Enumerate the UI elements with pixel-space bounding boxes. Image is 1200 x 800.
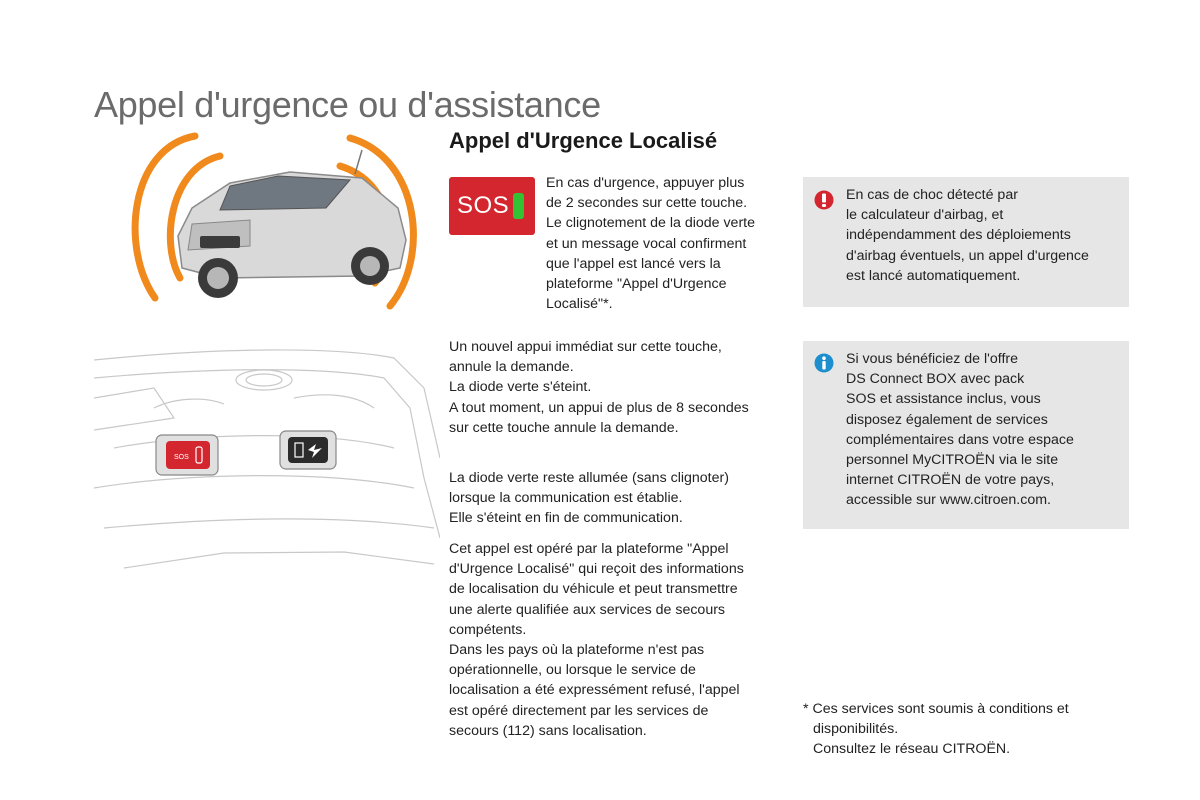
text-line: internet CITROËN de votre pays, <box>846 472 1055 489</box>
info-box <box>803 341 1129 529</box>
paragraph-platform <box>449 539 789 741</box>
footnote-line: Consultez le réseau CITROËN. <box>813 741 1011 758</box>
warning-box <box>803 177 1129 307</box>
signal-wave-left-outer <box>135 136 195 298</box>
text-line: En cas de choc détecté par <box>846 187 1018 203</box>
text-line: Dans les pays où la plateforme n'est pas <box>449 642 705 659</box>
text-line: secours (112) sans localisation. <box>449 722 647 739</box>
text-line: La diode verte reste allumée (sans clignoter) <box>449 470 729 486</box>
text-line: indépendamment des déploiements <box>846 227 1071 244</box>
text-line: que l'appel est lancé vers la <box>546 255 721 272</box>
text-line: complémentaires dans votre espace <box>846 431 1074 448</box>
text-line: lorsque la communication est établie. <box>449 490 683 507</box>
console-illustration <box>94 338 440 578</box>
text-line: est lancé automatiquement. <box>846 267 1021 284</box>
text-line: Elle s'éteint en fin de communication. <box>449 510 683 527</box>
text-line: une alerte qualifiée aux services de secours <box>449 601 726 618</box>
panel-assistance-button-icon <box>280 431 336 469</box>
footnote <box>803 699 1123 760</box>
info-icon <box>814 353 834 373</box>
text-line: DS Connect BOX avec pack <box>846 371 1025 388</box>
svg-text:SOS: SOS <box>174 454 189 461</box>
text-line: sur cette touche annule la demande. <box>449 419 679 436</box>
warning-icon <box>814 190 834 210</box>
warning-text <box>846 185 1124 286</box>
car-illustration <box>100 128 430 310</box>
text-line: Cet appel est opéré par la plateforme "Appel <box>449 541 729 557</box>
text-line: A tout moment, un appui de plus de 8 secondes <box>449 399 749 416</box>
sos-button-label: SOS <box>457 192 510 219</box>
info-text <box>846 349 1124 511</box>
text-line: opérationnelle, ou lorsque le service de <box>449 662 696 679</box>
paragraph-led <box>449 468 789 529</box>
text-line: compétents. <box>449 621 527 638</box>
text-line: d'airbag éventuels, un appel d'urgence <box>846 247 1089 264</box>
text-line: disposez également de services <box>846 411 1048 428</box>
text-line: Localisé"*. <box>546 296 613 313</box>
footnote-line: * Ces services sont soumis à conditions et <box>803 701 1069 717</box>
text-line: Si vous bénéficiez de l'offre <box>846 351 1019 367</box>
paragraph-cancel <box>449 337 789 438</box>
text-line: accessible sur www.citroen.com. <box>846 492 1051 509</box>
text-line: de 2 secondes sur cette touche. <box>546 195 748 212</box>
text-line: localisation a été expressément refusé, l'appel <box>449 682 740 699</box>
footnote-line: disponibilités. <box>813 721 899 738</box>
text-line: est opéré directement par les services de <box>449 702 709 719</box>
sos-led-indicator <box>513 193 524 219</box>
text-line: annule la demande. <box>449 359 574 376</box>
text-line: personnel MyCITROËN via le site <box>846 452 1059 469</box>
text-line: de localisation du véhicule et peut transmettre <box>449 581 738 598</box>
section-title: Appel d'Urgence Localisé <box>449 128 718 153</box>
page-title: Appel d'urgence ou d'assistance <box>94 84 601 125</box>
sos-button-icon <box>449 177 535 235</box>
car-icon <box>178 150 406 298</box>
text-line: En cas d'urgence, appuyer plus <box>546 175 745 191</box>
text-line: et un message vocal confirment <box>546 235 747 252</box>
text-line: Le clignotement de la diode verte <box>546 215 756 232</box>
text-line: La diode verte s'éteint. <box>449 379 592 396</box>
text-line: Un nouvel appui immédiat sur cette touche, <box>449 339 722 355</box>
intro-text <box>546 173 786 314</box>
text-line: d'Urgence Localisé" qui reçoit des informations <box>449 561 744 578</box>
text-line: SOS et assistance inclus, vous <box>846 391 1041 408</box>
text-line: plateforme "Appel d'Urgence <box>546 276 727 293</box>
text-line: le calculateur d'airbag, et <box>846 207 1004 224</box>
panel-sos-button-icon <box>156 435 218 475</box>
